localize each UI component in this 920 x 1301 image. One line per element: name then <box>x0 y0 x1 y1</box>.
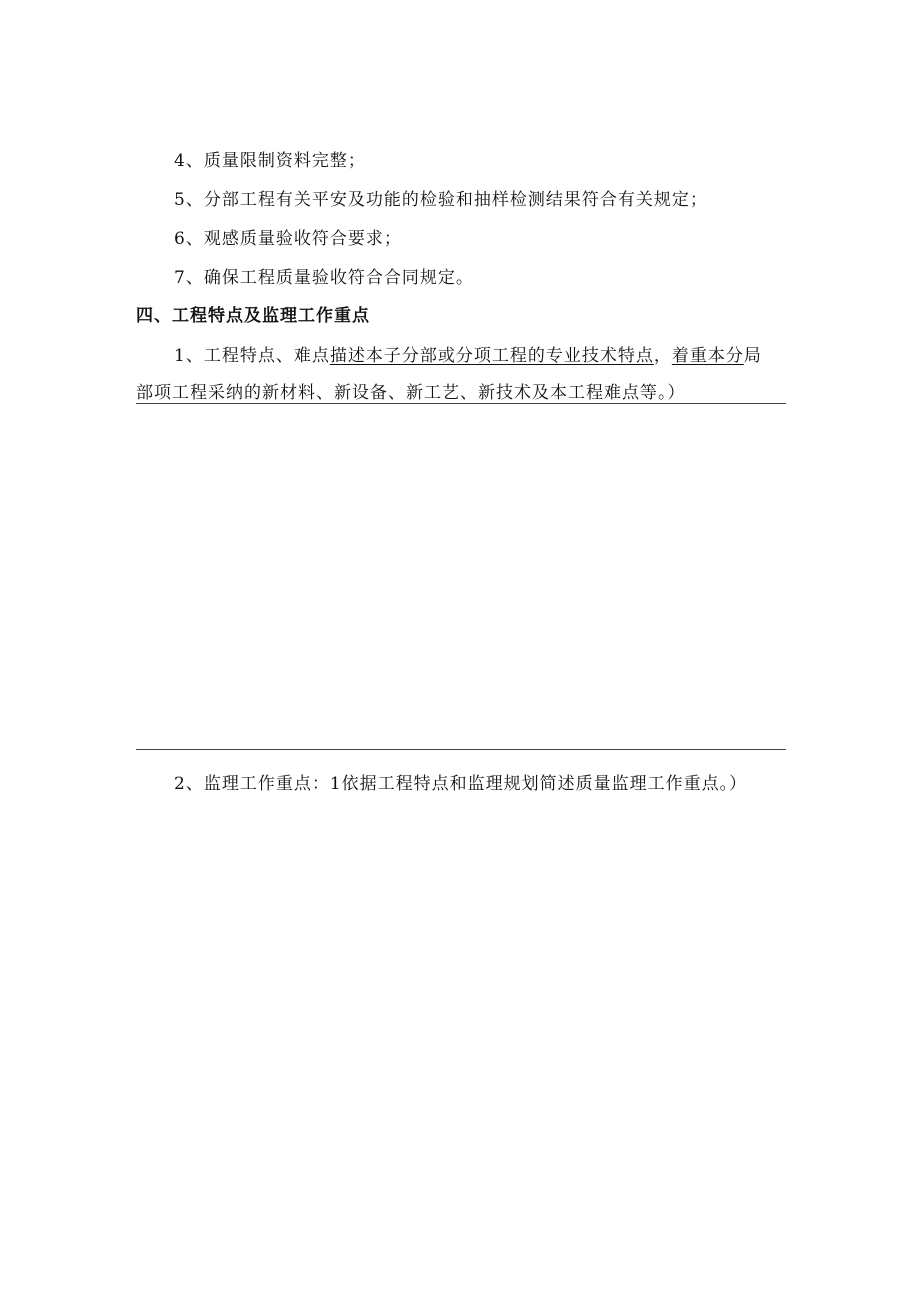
divider-bottom <box>136 749 786 750</box>
item-7: 7、确保工程质量验收符合合同规定。 <box>174 268 474 288</box>
item-4: 4、质量限制资料完整； <box>174 151 366 171</box>
paragraph-1-line-1 <box>174 341 762 366</box>
item-6: 6、观感质量验收符合要求； <box>174 229 402 249</box>
paragraph-1-comma: ， <box>653 346 672 366</box>
paragraph-1-line-2: 部项工程采纳的新材料、新设备、新工艺、新技术及本工程难点等。） <box>136 383 686 403</box>
paragraph-1-underlined-a: 描述本子分部或分项工程的专业技术特点 <box>329 346 654 366</box>
item-5: 5、分部工程有关平安及功能的检验和抽样检测结果符合有关规定； <box>174 190 708 210</box>
divider-top <box>136 403 786 404</box>
paragraph-1-prefix: 1、工程特点、难点 <box>174 346 330 366</box>
paragraph-2: 2、监理工作重点：1依据工程特点和监理规划简述质量监理工作重点。） <box>174 774 748 794</box>
paragraph-1-suffix: 局 <box>743 346 762 366</box>
section-heading: 四、工程特点及监理工作重点 <box>136 306 370 326</box>
paragraph-1-underlined-b: 着重本分 <box>671 346 744 366</box>
